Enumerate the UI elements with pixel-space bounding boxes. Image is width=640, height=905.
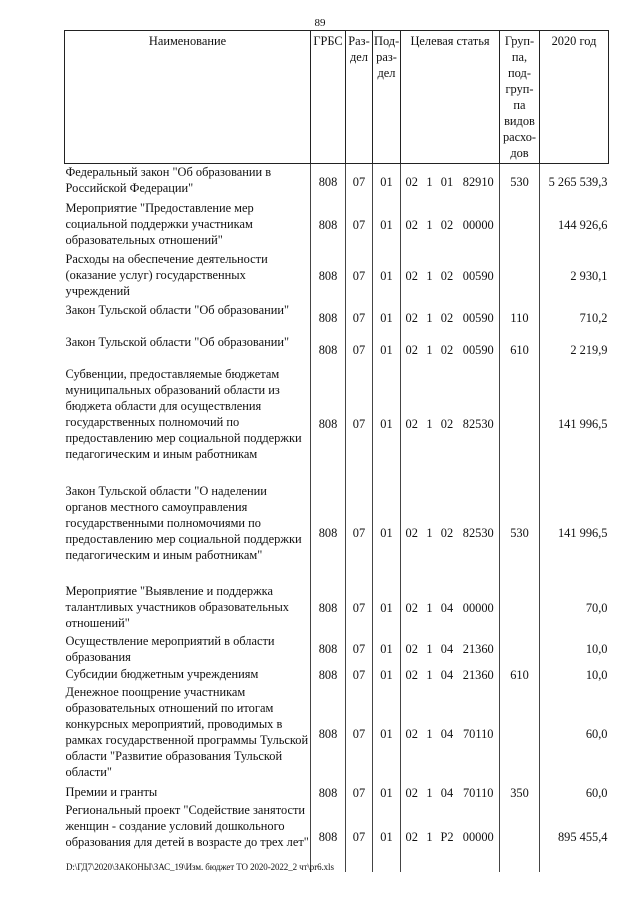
table-row	[65, 200, 609, 251]
row-target-program: 02	[401, 802, 423, 872]
row-grbs: 808	[311, 334, 346, 366]
row-target-subprogram: 1	[426, 218, 433, 232]
row-grbs: 808	[311, 666, 346, 684]
row-target-event: 02	[440, 218, 454, 232]
row-name: Премии и гранты	[65, 784, 158, 799]
row-amount: 895 455,4	[540, 802, 609, 872]
row-subsection: 01	[373, 784, 401, 802]
header-group: Груп-па, под-груп-па видов расхо-дов	[500, 31, 540, 164]
row-target-direction: 70110	[462, 726, 494, 741]
row-amount: 2 930,1	[540, 251, 609, 302]
row-target-program: 02	[401, 334, 423, 366]
row-target-program: 02	[401, 366, 423, 483]
row-subsection: 01	[373, 802, 401, 872]
row-target-program: 02	[401, 684, 423, 784]
row-grbs: 808	[311, 483, 346, 583]
row-target-subprogram: 1	[426, 667, 433, 682]
row-expense-group	[500, 251, 540, 302]
row-grbs: 808	[311, 583, 346, 633]
row-expense-group	[500, 684, 540, 784]
row-target-subprogram: 1	[426, 829, 433, 844]
row-target-direction: 82530	[462, 417, 494, 431]
row-target-program: 02	[401, 200, 423, 251]
row-target-direction: 70110	[462, 785, 494, 800]
header-grbs: ГРБС	[311, 31, 346, 164]
row-target-direction: 00000	[462, 829, 494, 844]
row-amount: 144 926,6	[540, 200, 609, 251]
row-target-event: 02	[440, 525, 454, 540]
row-target-program: 02	[401, 483, 423, 583]
row-amount: 141 996,5	[540, 366, 609, 483]
row-target-event: 04	[440, 667, 454, 682]
table-row	[65, 684, 609, 784]
row-expense-group: 610	[500, 666, 540, 684]
row-target-event: 04	[440, 600, 454, 615]
row-target-event: 02	[440, 342, 454, 357]
table-header	[65, 31, 609, 164]
row-section: 07	[346, 666, 373, 684]
row-subsection: 01	[373, 366, 401, 483]
row-target-direction: 00590	[462, 269, 494, 283]
page-number: 89	[314, 17, 326, 29]
file-path: D:\ГД7\2020\ЗАКОНЫ\ЗАС_19\Изм. бюджет ТО 2020-2022_2 чт\pr6.xls	[66, 862, 334, 872]
row-target-subprogram: 1	[426, 342, 433, 357]
row-subsection: 01	[373, 583, 401, 633]
row-amount: 2 219,9	[540, 334, 609, 366]
row-name: Мероприятие "Выявление и поддержка талантливых участников образовательных отношений"	[65, 583, 289, 630]
header-year: 2020 год	[540, 31, 609, 164]
row-target-program: 02	[401, 784, 423, 802]
row-amount: 60,0	[540, 784, 609, 802]
row-name: Субсидии бюджетным учреждениям	[65, 666, 259, 681]
row-target-subprogram: 1	[426, 785, 433, 800]
row-section: 07	[346, 334, 373, 366]
row-expense-group	[500, 802, 540, 872]
row-target-subprogram: 1	[426, 417, 433, 431]
row-target-event: 04	[440, 642, 454, 656]
row-target-direction: 00000	[462, 600, 494, 615]
row-target-program: 02	[401, 164, 423, 200]
row-name: Закон Тульской области "Об образовании"	[65, 302, 290, 317]
row-target-subprogram: 1	[426, 525, 433, 540]
row-subsection: 01	[373, 302, 401, 334]
row-target-subprogram: 1	[426, 269, 433, 283]
row-expense-group: 350	[500, 784, 540, 802]
row-name: Субвенции, предоставляемые бюджетам муниципальных образований области из бюджета области для осуществления государственных полномочий по предоставлению мер социальной поддержки педагогическим и иным работникам	[65, 366, 302, 461]
header-name: Наименование	[65, 31, 311, 164]
row-amount: 60,0	[540, 684, 609, 784]
row-target-subprogram: 1	[426, 642, 433, 656]
budget-table	[64, 30, 609, 872]
row-target-event: P2	[440, 829, 454, 844]
table-row	[65, 164, 609, 200]
row-target-program: 02	[401, 666, 423, 684]
row-name: Расходы на обеспечение деятельности (оказание услуг) государственных учреждений	[65, 251, 268, 298]
row-grbs: 808	[311, 784, 346, 802]
row-target-program: 02	[401, 302, 423, 334]
row-name: Денежное поощрение участникам образовательных отношений по итогам конкурсных мероприятий, проводимых в рамках государственной программы Тульской области "Развитие образования Тульской области"	[65, 684, 309, 779]
row-target-event: 02	[440, 310, 454, 325]
row-target-subprogram: 1	[426, 174, 433, 189]
row-name: Федеральный закон "Об образовании в Российской Федерации"	[65, 165, 272, 195]
row-amount: 70,0	[540, 583, 609, 633]
row-section: 07	[346, 251, 373, 302]
row-target-program: 02	[401, 633, 423, 666]
table-row	[65, 583, 609, 633]
row-grbs: 808	[311, 302, 346, 334]
header-section: Раз-дел	[346, 31, 373, 164]
table-row	[65, 334, 609, 366]
row-target-program: 02	[401, 583, 423, 633]
row-grbs: 808	[311, 200, 346, 251]
table-row	[65, 483, 609, 583]
row-amount: 10,0	[540, 666, 609, 684]
table-row	[65, 302, 609, 334]
row-name: Осуществление мероприятий в области образования	[65, 633, 275, 664]
row-section: 07	[346, 483, 373, 583]
row-grbs: 808	[311, 684, 346, 784]
row-subsection: 01	[373, 684, 401, 784]
row-name: Закон Тульской области "О наделении органов местного самоуправления государственными полномочиями по предоставлению мер социальной поддержки педагогическим и иным работникам"	[65, 483, 302, 562]
row-expense-group	[500, 583, 540, 633]
row-section: 07	[346, 366, 373, 483]
row-section: 07	[346, 802, 373, 872]
row-name: Региональный проект "Содействие занятости женщин - создание условий дошкольного образования для детей в возрасте до трех лет"	[65, 802, 309, 849]
row-expense-group	[500, 200, 540, 251]
row-section: 07	[346, 583, 373, 633]
row-grbs: 808	[311, 633, 346, 666]
table-row	[65, 666, 609, 684]
row-expense-group: 530	[500, 483, 540, 583]
row-target-program: 02	[401, 251, 423, 302]
row-target-event: 04	[440, 785, 454, 800]
row-target-direction: 21360	[462, 667, 494, 682]
row-expense-group: 110	[500, 302, 540, 334]
row-grbs: 808	[311, 366, 346, 483]
table-row	[65, 784, 609, 802]
row-amount: 141 996,5	[540, 483, 609, 583]
row-grbs: 808	[311, 164, 346, 200]
row-target-subprogram: 1	[426, 310, 433, 325]
table-row	[65, 366, 609, 483]
row-section: 07	[346, 302, 373, 334]
row-name: Мероприятие "Предоставление мер социальной поддержки участникам образовательных отношений"	[65, 200, 254, 247]
row-amount: 5 265 539,3	[540, 164, 609, 200]
row-target-direction: 21360	[462, 642, 494, 656]
row-target-event: 02	[440, 417, 454, 431]
row-subsection: 01	[373, 200, 401, 251]
row-section: 07	[346, 200, 373, 251]
row-target-subprogram: 1	[426, 600, 433, 615]
row-amount: 710,2	[540, 302, 609, 334]
row-section: 07	[346, 784, 373, 802]
row-expense-group: 530	[500, 164, 540, 200]
row-grbs: 808	[311, 802, 346, 872]
row-subsection: 01	[373, 633, 401, 666]
header-subsection: Под-раз-дел	[373, 31, 401, 164]
row-target-direction: 00590	[462, 342, 494, 357]
row-amount: 10,0	[540, 633, 609, 666]
table-body	[65, 164, 609, 872]
row-section: 07	[346, 164, 373, 200]
header-target: Целевая статья	[401, 31, 500, 164]
row-subsection: 01	[373, 251, 401, 302]
row-subsection: 01	[373, 164, 401, 200]
row-subsection: 01	[373, 334, 401, 366]
row-target-event: 04	[440, 726, 454, 741]
row-section: 07	[346, 633, 373, 666]
row-target-direction: 00000	[462, 218, 494, 232]
row-target-event: 02	[440, 269, 454, 283]
row-grbs: 808	[311, 251, 346, 302]
row-subsection: 01	[373, 483, 401, 583]
table-row	[65, 802, 609, 872]
row-section: 07	[346, 684, 373, 784]
row-target-event: 01	[440, 174, 454, 189]
row-target-direction: 82910	[462, 174, 494, 189]
row-target-direction: 82530	[462, 525, 494, 540]
row-target-direction: 00590	[462, 310, 494, 325]
row-subsection: 01	[373, 666, 401, 684]
row-target-subprogram: 1	[426, 726, 433, 741]
table-row	[65, 251, 609, 302]
row-expense-group	[500, 366, 540, 483]
row-expense-group	[500, 633, 540, 666]
row-name: Закон Тульской области "Об образовании"	[65, 334, 290, 349]
table-row	[65, 633, 609, 666]
row-expense-group: 610	[500, 334, 540, 366]
